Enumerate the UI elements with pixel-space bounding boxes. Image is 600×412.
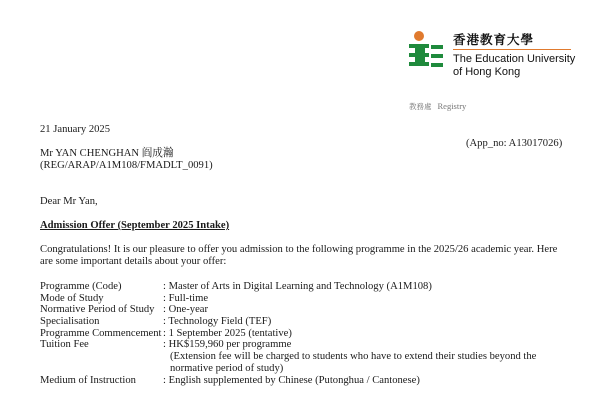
- application-number: (App_no: A13017026): [466, 138, 563, 149]
- logo-english-name-line2: of Hong Kong: [453, 66, 521, 78]
- detail-row-medium: [40, 375, 580, 387]
- tuition-note-line2: normative period of study): [170, 362, 284, 374]
- detail-row: [40, 328, 580, 340]
- detail-row: [40, 281, 580, 293]
- detail-value: : HK$159,960 per programme: [163, 339, 292, 351]
- letter-date: 21 January 2025: [40, 124, 111, 135]
- detail-label: Normative Period of Study: [40, 304, 155, 316]
- detail-value: : 1 September 2025 (tentative): [163, 327, 292, 339]
- recipient-name: Mr YAN CHENGHAN 阎成瀚: [40, 148, 174, 159]
- intro-paragraph-line1: Congratulations! It is our pleasure to offer you admission to the following programme in the 2025/26 academic year. Here: [40, 244, 558, 255]
- university-logo: [407, 26, 577, 86]
- registry-english: Registry: [437, 101, 467, 111]
- detail-value: : One-year: [163, 304, 208, 316]
- detail-row: [40, 293, 580, 305]
- detail-label: Programme (Code): [40, 281, 122, 292]
- detail-label: Programme Commencement: [40, 327, 162, 339]
- detail-label: Mode of Study: [40, 292, 104, 304]
- detail-row: [40, 304, 580, 316]
- eduhk-logo-icon: [407, 30, 447, 74]
- detail-value: : Master of Arts in Digital Learning and Technology (A1M108): [163, 281, 432, 292]
- detail-row: [40, 316, 580, 328]
- logo-divider: [453, 49, 571, 50]
- offer-subject: Admission Offer (September 2025 Intake): [40, 220, 230, 231]
- intro-paragraph-line2: are some important details about your offer:: [40, 256, 227, 267]
- detail-value: : English supplemented by Chinese (Putonghua / Cantonese): [163, 374, 420, 386]
- detail-row: [40, 339, 580, 351]
- logo-english-name-line1: The Education University: [453, 53, 576, 65]
- salutation: Dear Mr Yan,: [40, 196, 98, 207]
- detail-label: Medium of Instruction: [40, 374, 136, 386]
- reference-code: (REG/ARAP/A1M108/FMADLT_0091): [40, 160, 213, 171]
- detail-label: Specialisation: [40, 316, 100, 328]
- logo-chinese-name: 香港教育大學: [453, 32, 535, 47]
- registry-chinese: 教務處: [409, 102, 432, 111]
- tuition-note-line1: (Extension fee will be charged to students who have to extend their studies beyond the: [170, 351, 537, 363]
- detail-label: Tuition Fee: [40, 339, 89, 351]
- detail-value: : Full-time: [163, 292, 209, 304]
- programme-details: [40, 281, 580, 386]
- detail-value: : Technology Field (TEF): [163, 316, 272, 328]
- registry-label: [409, 101, 466, 112]
